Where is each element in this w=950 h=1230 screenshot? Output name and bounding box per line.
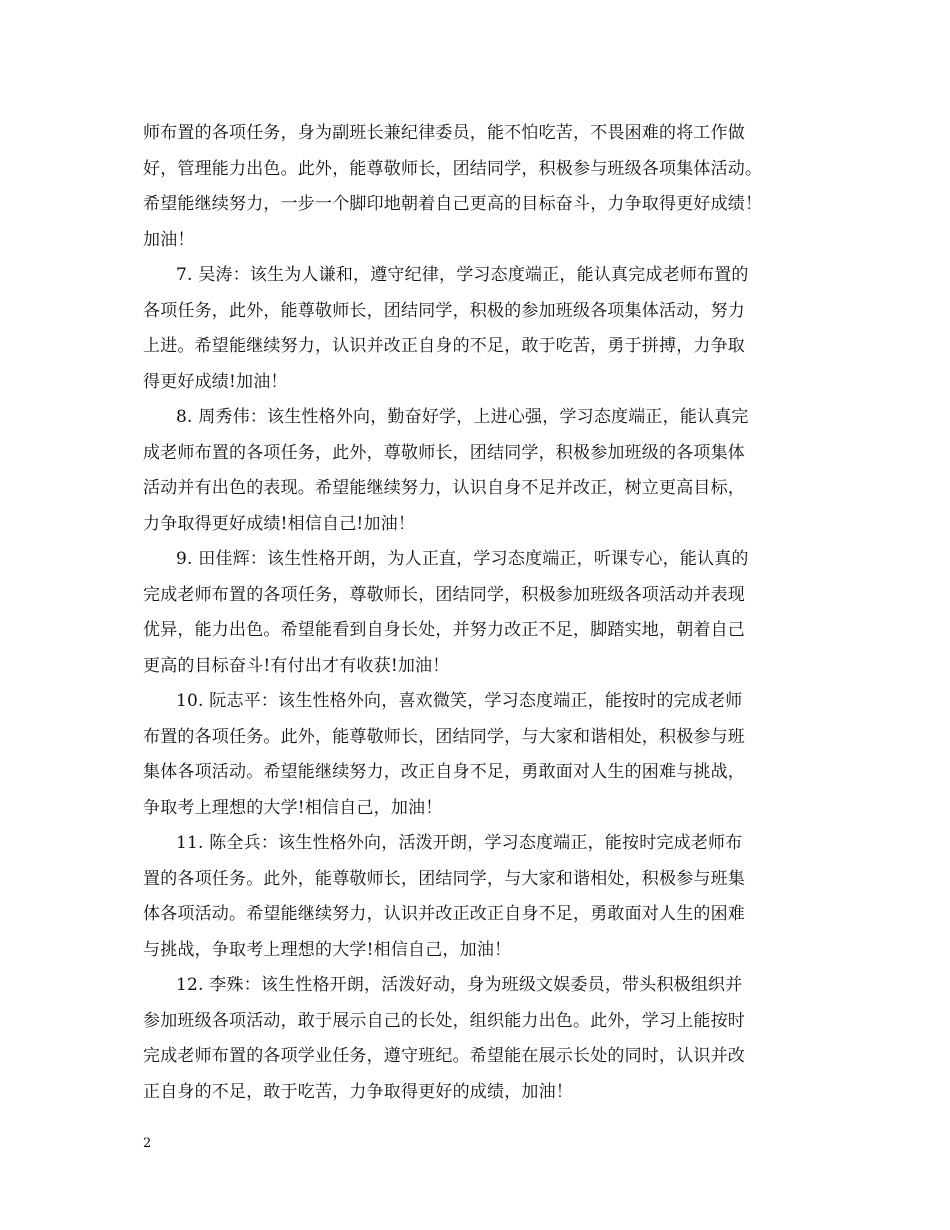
text-line: 置的各项任务。此外，能尊敬师长，团结同学，与大家和谐相处，积极参与班集	[143, 868, 745, 889]
text-line: 12. 李殊：该生性格开朗，活泼好动，身为班级文娱委员，带头积极组织并	[176, 975, 743, 995]
text-line: 上进。希望能继续努力，认识并改正自身的不足，敢于吃苦，勇于拼搏，力争取	[143, 336, 745, 356]
paragraph-item-7	[143, 258, 811, 400]
text-line: 正自身的不足，敢于吃苦，力争取得更好的成绩，加油！	[143, 1081, 573, 1102]
paragraph-item-10	[143, 684, 811, 826]
paragraph-item-12	[143, 968, 811, 1110]
text-line: 完成老师布置的各项任务，尊敬师长，团结同学，积极参加班级各项活动并表现	[143, 584, 745, 605]
text-line: 活动并有出色的表现。希望能继续努力，认识自身不足并改正，树立更高目标，	[143, 478, 745, 498]
text-line: 得更好成绩!加油！	[143, 371, 288, 392]
text-line: 好，管理能力出色。此外，能尊敬师长，团结同学，积极参与班级各项集体活动。	[143, 158, 763, 179]
text-line: 8. 周秀伟：该生性格外向，勤奋好学，上进心强，学习态度端正，能认真完	[176, 407, 749, 427]
text-line: 优异，能力出色。希望能看到自身长处，并努力改正不足，脚踏实地，朝着自己	[143, 620, 745, 640]
text-line: 师布置的各项任务，身为副班长兼纪律委员，能不怕吃苦，不畏困难的将工作做	[143, 123, 745, 143]
text-line: 10. 阮志平：该生性格外向，喜欢微笑，学习态度端正，能按时的完成老师	[176, 691, 743, 711]
text-line: 成老师布置的各项任务，此外，尊敬师长，团结同学，积极参加班级的各项集体	[143, 442, 745, 463]
paragraph-continued	[143, 116, 811, 258]
text-line: 11. 陈全兵：该生性格外向，活泼开朗，学习态度端正，能按时完成老师布	[176, 833, 743, 853]
text-line: 各项任务，此外，能尊敬师长，团结同学，积极的参加班级各项集体活动，努力	[143, 300, 745, 321]
text-line: 参加班级各项活动，敢于展示自己的长处，组织能力出色。此外，学习上能按时	[143, 1010, 745, 1031]
text-line: 加油！	[143, 229, 195, 250]
text-line: 力争取得更好成绩!相信自己!加油！	[143, 513, 416, 534]
text-line: 与挑战，争取考上理想的大学!相信自己，加油！	[143, 939, 512, 960]
text-line: 完成老师布置的各项学业任务，遵守班纪。希望能在展示长处的同时，认识并改	[143, 1046, 745, 1066]
text-line: 希望能继续努力，一步一个脚印地朝着自己更高的目标奋斗，力争取得更好成绩！	[143, 194, 763, 214]
text-line: 布置的各项任务。此外，能尊敬师长，团结同学，与大家和谐相处，积极参与班	[143, 726, 745, 747]
text-line: 7. 吴涛：该生为人谦和，遵守纪律，学习态度端正，能认真完成老师布置的	[176, 265, 749, 285]
text-line: 体各项活动。希望能继续努力，认识并改正改正自身不足，勇敢面对人生的困难	[143, 904, 745, 924]
paragraph-item-11	[143, 826, 811, 968]
text-line: 集体各项活动。希望能继续努力，改正自身不足，勇敢面对人生的困难与挑战，	[143, 762, 745, 782]
paragraph-item-9	[143, 542, 811, 684]
text-line: 9. 田佳辉：该生性格开朗，为人正直，学习态度端正，听课专心，能认真的	[176, 549, 749, 569]
text-line: 更高的目标奋斗!有付出才有收获!加油！	[143, 655, 450, 676]
paragraph-item-8	[143, 400, 811, 542]
text-line: 争取考上理想的大学!相信自己，加油！	[143, 797, 443, 818]
document-body	[143, 116, 811, 1110]
page-number: 2	[143, 1136, 152, 1151]
